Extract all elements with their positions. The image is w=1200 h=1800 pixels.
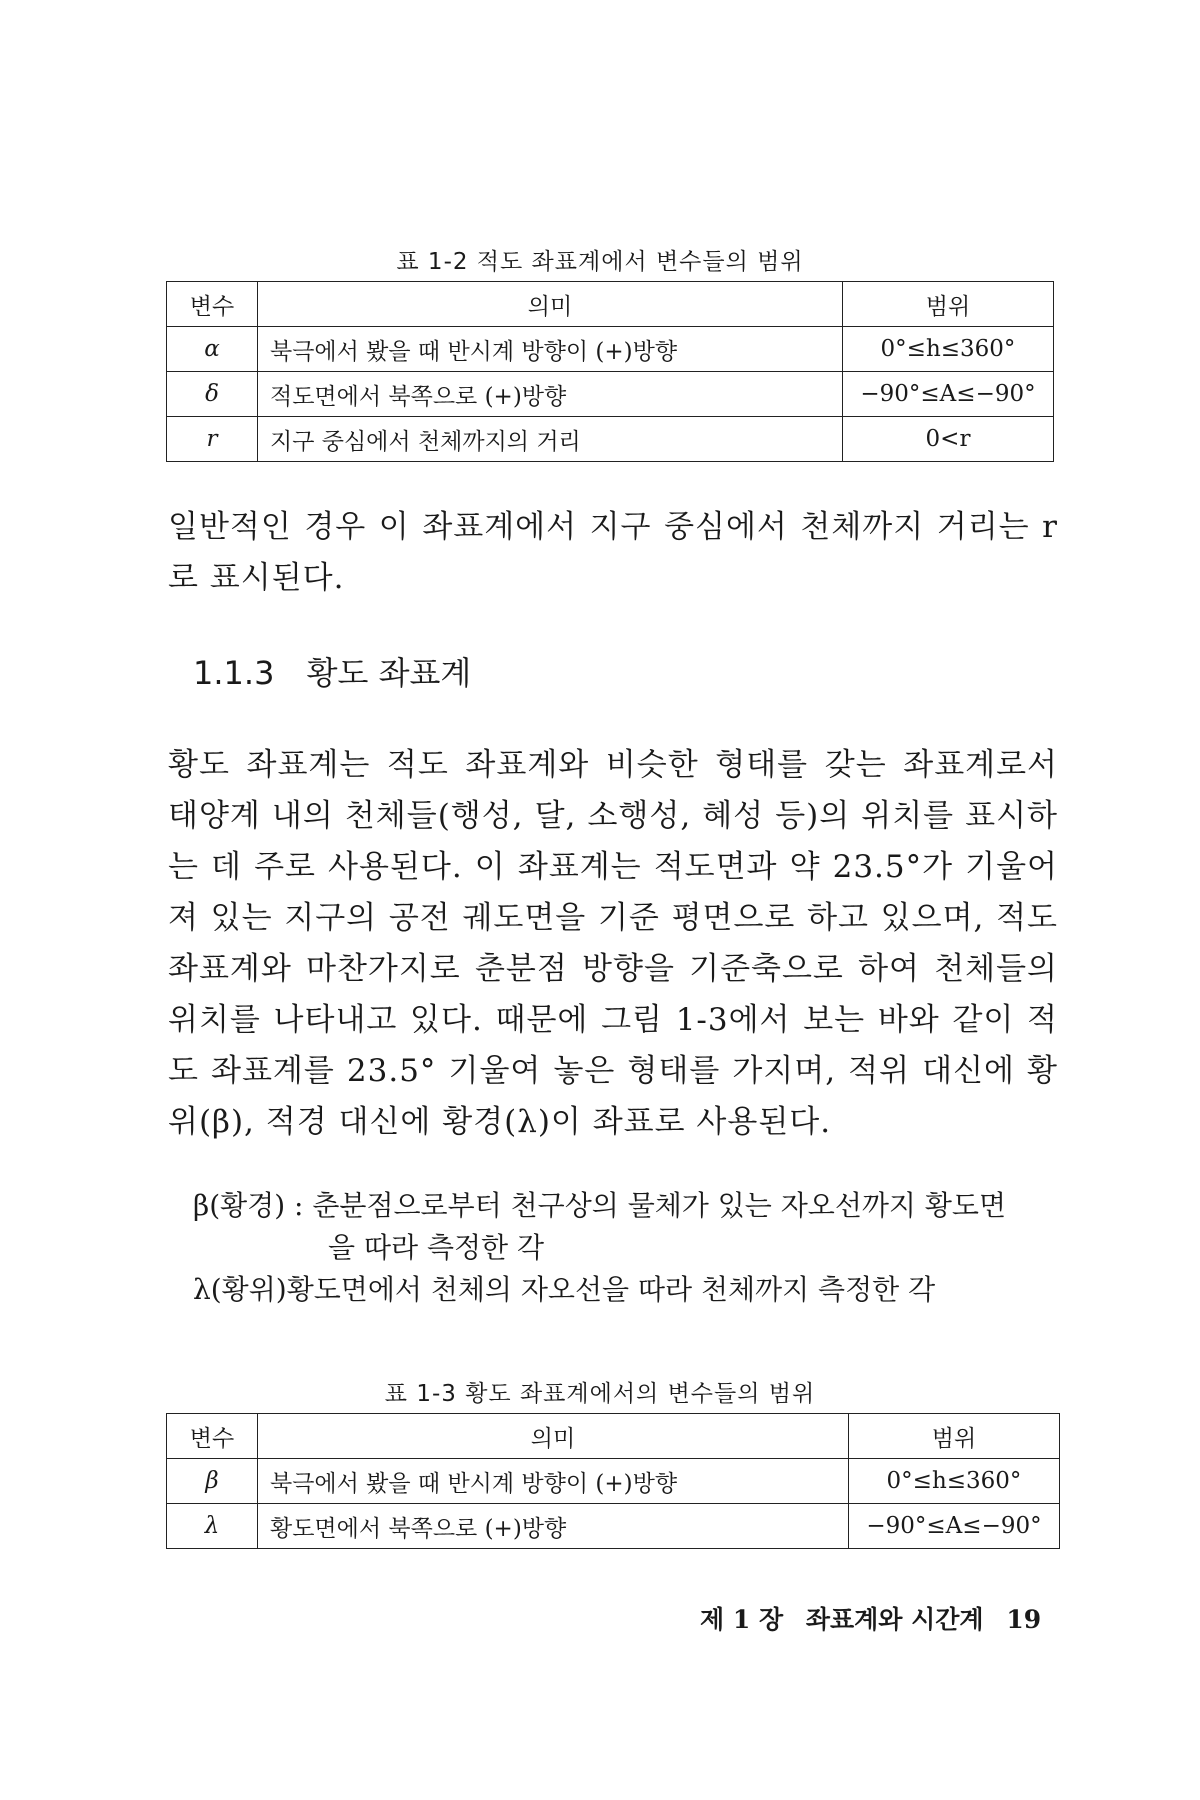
table-cell-range: −90°≤A≤−90° [843,372,1054,417]
footer-title: 좌표계와 시간계 [805,1605,984,1634]
table-cell-range: 0<r [843,417,1054,462]
table-1-3 [166,1413,1060,1549]
table-cell-range: 0°≤h≤360° [843,327,1054,372]
table-cell-meaning: 지구 중심에서 천체까지의 거리 [258,417,843,462]
table-row [167,1459,1060,1504]
page-number: 19 [1006,1605,1042,1634]
paragraph-text: 황도 좌표계는 적도 좌표계와 비슷한 형태를 갖는 좌표계로서 태양계 내의 천체들(행성, 달, 소행성, 혜성 등)의 위치를 표시하는 데 주로 사용된다. 이 좌표계는 적도면과 약 23.5°가 기울어져 있는 지구의 공전 궤도면을 기준 평면으로 하고 있으며, 적도 좌표계와 마찬가지로 춘분점 방향을 기준축으로 하여 천체들의 위치를 나타내고 있다. 때문에 그림 1-3에서 보는 바와 같이 적도 좌표계를 23.5° 기울여 놓은 형태를 가지며, 적위 대신에 황위(β), 적경 대신에 황경(λ)이 좌표로 사용된다. [168,747,1058,1140]
section-heading [193,648,471,694]
table-row [167,327,1054,372]
header-range: 범위 [849,1414,1060,1459]
header-meaning: 의미 [258,282,843,327]
section-title: 황도 좌표계 [306,654,472,692]
table-cell-variable: δ [167,372,258,417]
table-1-3-caption: 표 1-3 황도 좌표계에서의 변수들의 범위 [384,1381,816,1407]
paragraph-text: 일반적인 경우 이 좌표계에서 지구 중심에서 천체까지 거리는 r로 표시된다. [168,509,1058,596]
header-variable: 변수 [167,1414,258,1459]
table-1-2 [166,281,1054,462]
definition-beta: β(황경) : 춘분점으로부터 천구상의 물체가 있는 자오선까지 황도면 [193,1189,1007,1222]
table-row [167,417,1054,462]
table-header-row [167,1414,1060,1459]
table-cell-variable: r [167,417,258,462]
table-cell-meaning: 적도면에서 북쪽으로 (+)방향 [258,372,843,417]
table-cell-range: 0°≤h≤360° [849,1459,1060,1504]
table-1-2-caption: 표 1-2 적도 좌표계에서 변수들의 범위 [396,249,804,275]
header-range: 범위 [843,282,1054,327]
definition-lambda: λ(황위)황도면에서 천체의 자오선을 따라 천체까지 측정한 각 [193,1273,936,1306]
page-footer [700,1600,1055,1636]
table-header-row [167,282,1054,327]
table-cell-variable: λ [167,1504,258,1549]
table-cell-range: −90°≤A≤−90° [849,1504,1060,1549]
section-number: 1.1.3 [193,654,275,692]
header-variable: 변수 [167,282,258,327]
footer-chapter: 제 1 장 [700,1605,784,1634]
paragraph-2 [168,740,1058,1148]
table-cell-meaning: 북극에서 봤을 때 반시계 방향이 (+)방향 [258,1459,849,1504]
paragraph-1 [168,502,1058,604]
definition-beta-continued: 을 따라 측정한 각 [328,1231,545,1264]
table-cell-variable: α [167,327,258,372]
table-cell-meaning: 황도면에서 북쪽으로 (+)방향 [258,1504,849,1549]
definitions [193,1185,1073,1311]
header-meaning: 의미 [258,1414,849,1459]
table-row [167,372,1054,417]
table-cell-variable: β [167,1459,258,1504]
table-cell-meaning: 북극에서 봤을 때 반시계 방향이 (+)방향 [258,327,843,372]
table-row [167,1504,1060,1549]
